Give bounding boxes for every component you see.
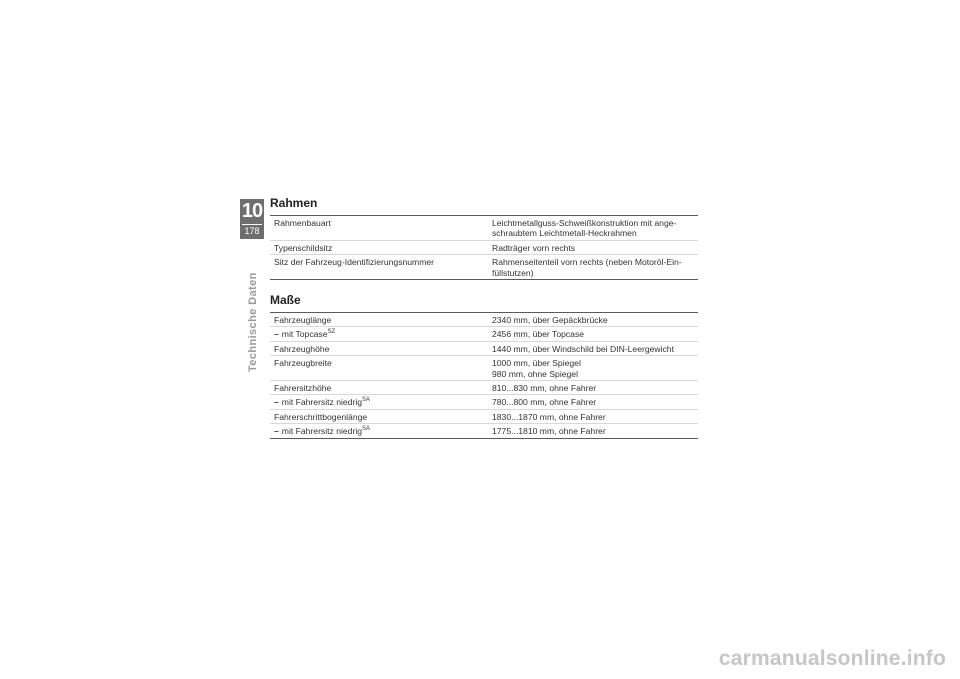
spec-value [488,255,698,280]
spec-value [488,395,698,409]
spec-value-line: Leichtmetallguss-Schweißkonstruktion mit ange- [492,218,677,228]
spec-label [270,395,488,409]
spec-label-text: Fahrersitzhöhe [274,383,332,394]
spec-value-line: 2456 mm, über Topcase [492,329,585,340]
sub-item-dash: – [274,426,279,437]
chapter-title: Technische Daten [247,272,259,372]
spec-label [270,216,488,241]
table-row [270,381,698,395]
spec-label-text: Fahrzeugbreite [274,358,332,369]
spec-label [270,356,488,381]
spec-value [488,240,698,254]
page-number: 178 [242,224,262,237]
spec-label-text: Rahmenbauart [274,218,331,228]
spec-label [270,341,488,355]
watermark: carmanualsonline.info [718,647,946,670]
spec-label-text: Sitz der Fahrzeug-Identifizierungsnummer [274,257,435,268]
spec-label-text: mit Topcase [281,329,328,340]
section-heading-masse: Maße [270,293,301,307]
spec-label [270,313,488,327]
spec-value [488,313,698,327]
section-rahmen [270,196,698,280]
spec-label-text: Fahrzeughöhe [274,343,330,354]
rahmen-table [270,215,698,280]
spec-label [270,255,488,280]
spec-value [488,381,698,395]
spec-value [488,356,698,381]
spec-value-line: 810...830 mm, ohne Fahrer [492,383,597,394]
section-heading-rahmen: Rahmen [270,196,318,210]
table-row [270,341,698,355]
spec-label-text: mit Fahrersitz niedrig [281,397,363,408]
spec-label [270,327,488,341]
spec-value-line: Rahmenseitenteil vorn rechts (neben Motoröl-Ein- [492,257,682,268]
spec-label-text: mit Fahrersitz niedrig [281,426,363,437]
spec-label-text: Typenschildsitz [274,242,333,253]
spec-value-line: Radträger vorn rechts [492,242,576,253]
spec-value [488,341,698,355]
table-row [270,240,698,254]
spec-value-line: 1830...1870 mm, ohne Fahrer [492,411,606,422]
table-row [270,327,698,341]
table-row [270,424,698,438]
spec-value-line: 1440 mm, über Windschild bei DIN-Leergewicht [492,343,674,354]
sub-item-dash: – [274,329,279,340]
spec-label-text: Fahrerschrittbogenlänge [274,411,368,422]
spec-value-line: 1775...1810 mm, ohne Fahrer [492,426,606,437]
spec-value-line: füllstutzen) [492,267,534,278]
spec-label [270,240,488,254]
equipment-code: SA [362,426,371,433]
table-row [270,395,698,409]
table-row [270,356,698,381]
masse-table [270,312,698,439]
sub-item-dash: – [274,397,279,408]
chapter-number: 10 [241,200,263,222]
spec-label [270,409,488,423]
spec-value-line: 1000 mm, über Spiegel [492,358,581,369]
section-masse [270,293,698,439]
equipment-code: SZ [327,329,336,336]
spec-value [488,216,698,241]
table-row [270,313,698,327]
spec-value [488,327,698,341]
spec-value [488,409,698,423]
table-row [270,255,698,280]
spec-value [488,424,698,438]
equipment-code: SA [362,397,371,404]
spec-value-line: 2340 mm, über Gepäckbrücke [492,315,608,325]
spec-value-line: 780...800 mm, ohne Fahrer [492,397,597,408]
spec-label-text: Fahrzeuglänge [274,315,332,325]
table-row [270,216,698,241]
spec-label [270,381,488,395]
spec-value-line: 980 mm, ohne Spiegel [492,368,578,379]
table-row [270,409,698,423]
chapter-badge [240,199,264,239]
spec-value-line: schraubtem Leichtmetall-Heckrahmen [492,228,637,239]
spec-label [270,424,488,438]
